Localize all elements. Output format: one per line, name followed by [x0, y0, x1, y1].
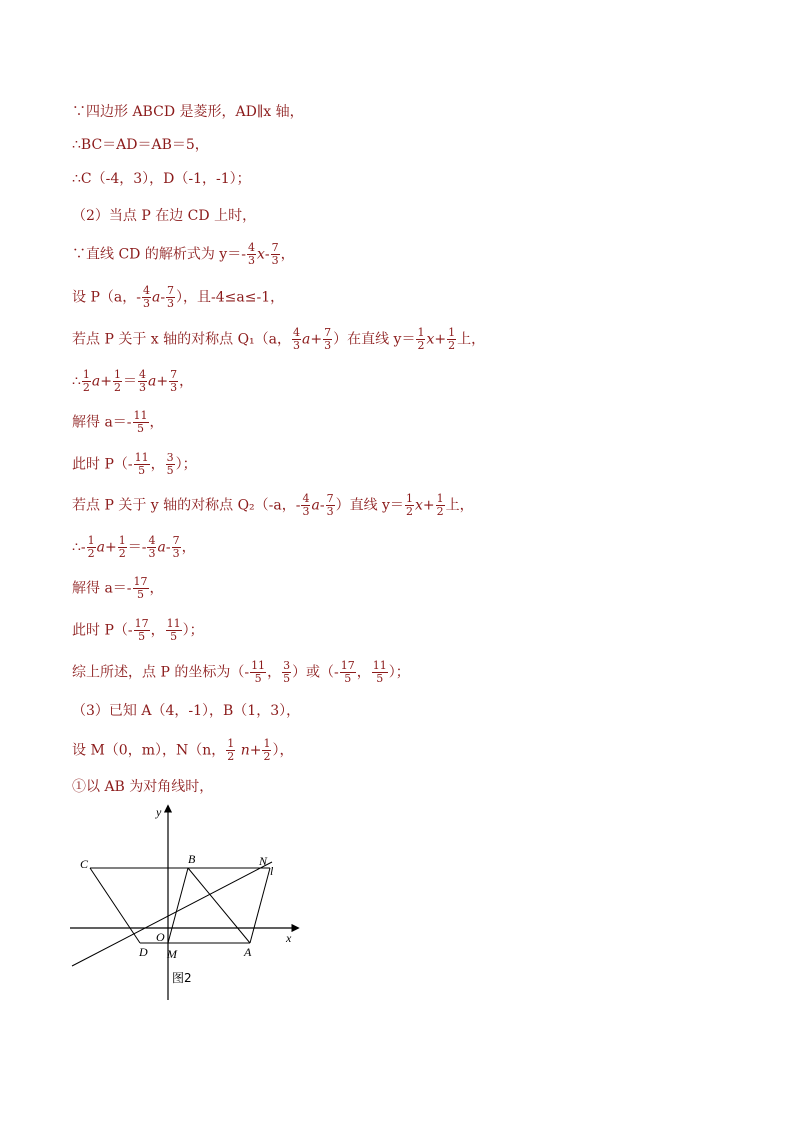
fraction: $\frac{7}{3}$ [271, 241, 279, 267]
fraction: $\frac{1}{2}$ [114, 368, 122, 394]
label-b: B [188, 852, 196, 866]
text-line-6: 设 P（a，- $\frac{4}{3}$ a- $\frac{7}{3}$ ），且-4≤a≤-1， [72, 284, 285, 310]
line-5-text: ∵直线 CD 的解析式为 y＝- [72, 246, 246, 263]
text-line-8: ∴ $\frac{1}{2}$ a+ $\frac{1}{2}$ ＝ $\frac{4}{3}$ a+ $\frac{7}{3}$ ， [72, 368, 194, 394]
text-line-4 [72, 207, 256, 225]
fraction: $\frac{1}{2}$ [448, 326, 456, 352]
text-line-9: 解得 a＝- $\frac{11}{5}$ ， [72, 409, 164, 435]
fraction: $\frac{1}{2}$ [87, 534, 95, 560]
line-15-text: 综上所述，点 P 的坐标为（- [72, 664, 250, 681]
label-m: M [167, 947, 177, 961]
fraction: $\frac{11}{5}$ [372, 659, 387, 685]
line-4-text: （2）当点 P 在边 CD 上时， [72, 208, 257, 224]
fraction: $\frac{1}{2}$ [227, 737, 235, 763]
fraction: $\frac{3}{5}$ [283, 659, 291, 685]
text-line-12: ∴- $\frac{1}{2}$ a+ $\frac{1}{2}$ ＝- $\frac{4}{3}$ a- $\frac{7}{3}$ ， [72, 534, 196, 560]
fraction: $\frac{4}{3}$ [139, 368, 147, 394]
fraction: $\frac{4}{3}$ [148, 534, 156, 560]
line-1-text: ∵四边形 ABCD 是菱形，AD∥x 轴， [72, 104, 304, 120]
text-line-17: 设 M（0，m），N（n， $\frac{1}{2}$ n+ $\frac{1}{2}$ ）， [72, 737, 294, 763]
fraction: $\frac{11}{5}$ [166, 617, 181, 643]
label-n: N [259, 854, 268, 868]
line-7-mid: ）在直线 y＝ [333, 331, 416, 348]
line-7-tail: 上， [457, 331, 486, 348]
label-a: A [244, 945, 252, 959]
figure-caption: 图2 [172, 971, 192, 985]
line-11-mid: ）直线 y＝ [335, 497, 404, 514]
fraction: $\frac{7}{3}$ [170, 368, 178, 394]
line-3-text: ∴C（-4，3），D（-1，-1）； [72, 171, 251, 187]
fraction: $\frac{4}{3}$ [247, 241, 255, 267]
fraction: $\frac{1}{2}$ [405, 492, 413, 518]
label-x: x [286, 931, 292, 945]
label-o: O [156, 930, 165, 944]
line-9-text: 解得 a＝- [72, 414, 132, 431]
line-10-text: 此时 P（- [72, 456, 133, 473]
segment-cd [90, 868, 140, 943]
label-l: l [270, 864, 274, 878]
fraction: $\frac{11}{5}$ [251, 659, 266, 685]
fraction: $\frac{7}{3}$ [172, 534, 180, 560]
fraction: $\frac{4}{3}$ [293, 326, 301, 352]
label-d: D [139, 945, 148, 959]
segment-ba [188, 868, 250, 943]
line-6-tail: ），且-4≤a≤-1， [176, 289, 285, 306]
fraction: $\frac{17}{5}$ [134, 617, 149, 643]
fraction: $\frac{17}{5}$ [340, 659, 355, 685]
fraction: $\frac{1}{2}$ [263, 737, 271, 763]
fraction: $\frac{1}{2}$ [436, 492, 444, 518]
text-line-3 [72, 170, 251, 188]
line-8-text: ∴ [72, 373, 81, 390]
figure-svg [60, 800, 310, 1010]
line-13-text: 解得 a＝- [72, 580, 132, 597]
text-line-1 [72, 103, 304, 121]
line-11-tail: 上， [445, 497, 474, 514]
line-16-text: （3）已知 A（4，-1），B（1，3）， [72, 703, 301, 719]
text-line-15: 综上所述，点 P 的坐标为（- $\frac{11}{5}$ ， $\frac{3}{5}$ ）或（- $\frac{17}{5}$ ， $\frac{11}{5}$ ）； [72, 659, 410, 685]
segment-bm [168, 868, 188, 943]
text-line-11: 若点 P 关于 y 轴的对称点 Q₂（-a，- $\frac{4}{3}$ a- $\frac{7}{3}$ ）直线 y＝ $\frac{1}{2}$ x+ $\frac{1}{2}$ 上， [72, 492, 474, 518]
line-14-text: 此时 P（- [72, 622, 133, 639]
label-y: y [156, 805, 162, 819]
text-line-10: 此时 P（- $\frac{11}{5}$ ， $\frac{3}{5}$ ）； [72, 451, 197, 477]
text-line-7: 若点 P 关于 x 轴的对称点 Q₁（a， $\frac{4}{3}$ a+ $\frac{7}{3}$ ）在直线 y＝ $\frac{1}{2}$ x+ $\frac{1}{2}$ 上， [72, 326, 486, 352]
fraction: $\frac{1}{2}$ [82, 368, 90, 394]
line-6-text: 设 P（a，- [72, 289, 141, 306]
line-2-text: ∴BC＝AD＝AB＝5， [72, 137, 209, 153]
text-line-5: ∵直线 CD 的解析式为 y＝- $\frac{4}{3}$ x- $\frac{7}{3}$ ， [72, 241, 295, 267]
line-17-text: 设 M（0，m），N（n， [72, 742, 226, 759]
fraction: $\frac{11}{5}$ [133, 409, 148, 435]
fraction: $\frac{7}{3}$ [324, 326, 332, 352]
fraction: $\frac{1}{2}$ [118, 534, 126, 560]
fraction: $\frac{17}{5}$ [133, 575, 148, 601]
label-c: C [80, 857, 89, 871]
line-11-text: 若点 P 关于 y 轴的对称点 Q₂（-a，- [72, 497, 301, 514]
fraction: $\frac{1}{2}$ [417, 326, 425, 352]
text-line-16 [72, 702, 300, 720]
fraction: $\frac{7}{3}$ [167, 284, 175, 310]
fraction: $\frac{3}{5}$ [166, 451, 174, 477]
line-12-text: ∴- [72, 539, 86, 556]
text-line-14: 此时 P（- $\frac{17}{5}$ ， $\frac{11}{5}$ ）； [72, 617, 204, 643]
line-7-text: 若点 P 关于 x 轴的对称点 Q₁（a， [72, 331, 292, 348]
fraction: $\frac{11}{5}$ [134, 451, 149, 477]
text-line-18 [72, 778, 213, 796]
text-line-2 [72, 136, 209, 154]
segment-na [250, 868, 270, 943]
fraction: $\frac{4}{3}$ [302, 492, 310, 518]
geometry-figure [60, 800, 310, 1010]
fraction: $\frac{7}{3}$ [326, 492, 334, 518]
fraction: $\frac{4}{3}$ [142, 284, 150, 310]
text-line-13: 解得 a＝- $\frac{17}{5}$ ， [72, 575, 164, 601]
line-18-text: ①以 AB 为对角线时， [72, 779, 214, 795]
